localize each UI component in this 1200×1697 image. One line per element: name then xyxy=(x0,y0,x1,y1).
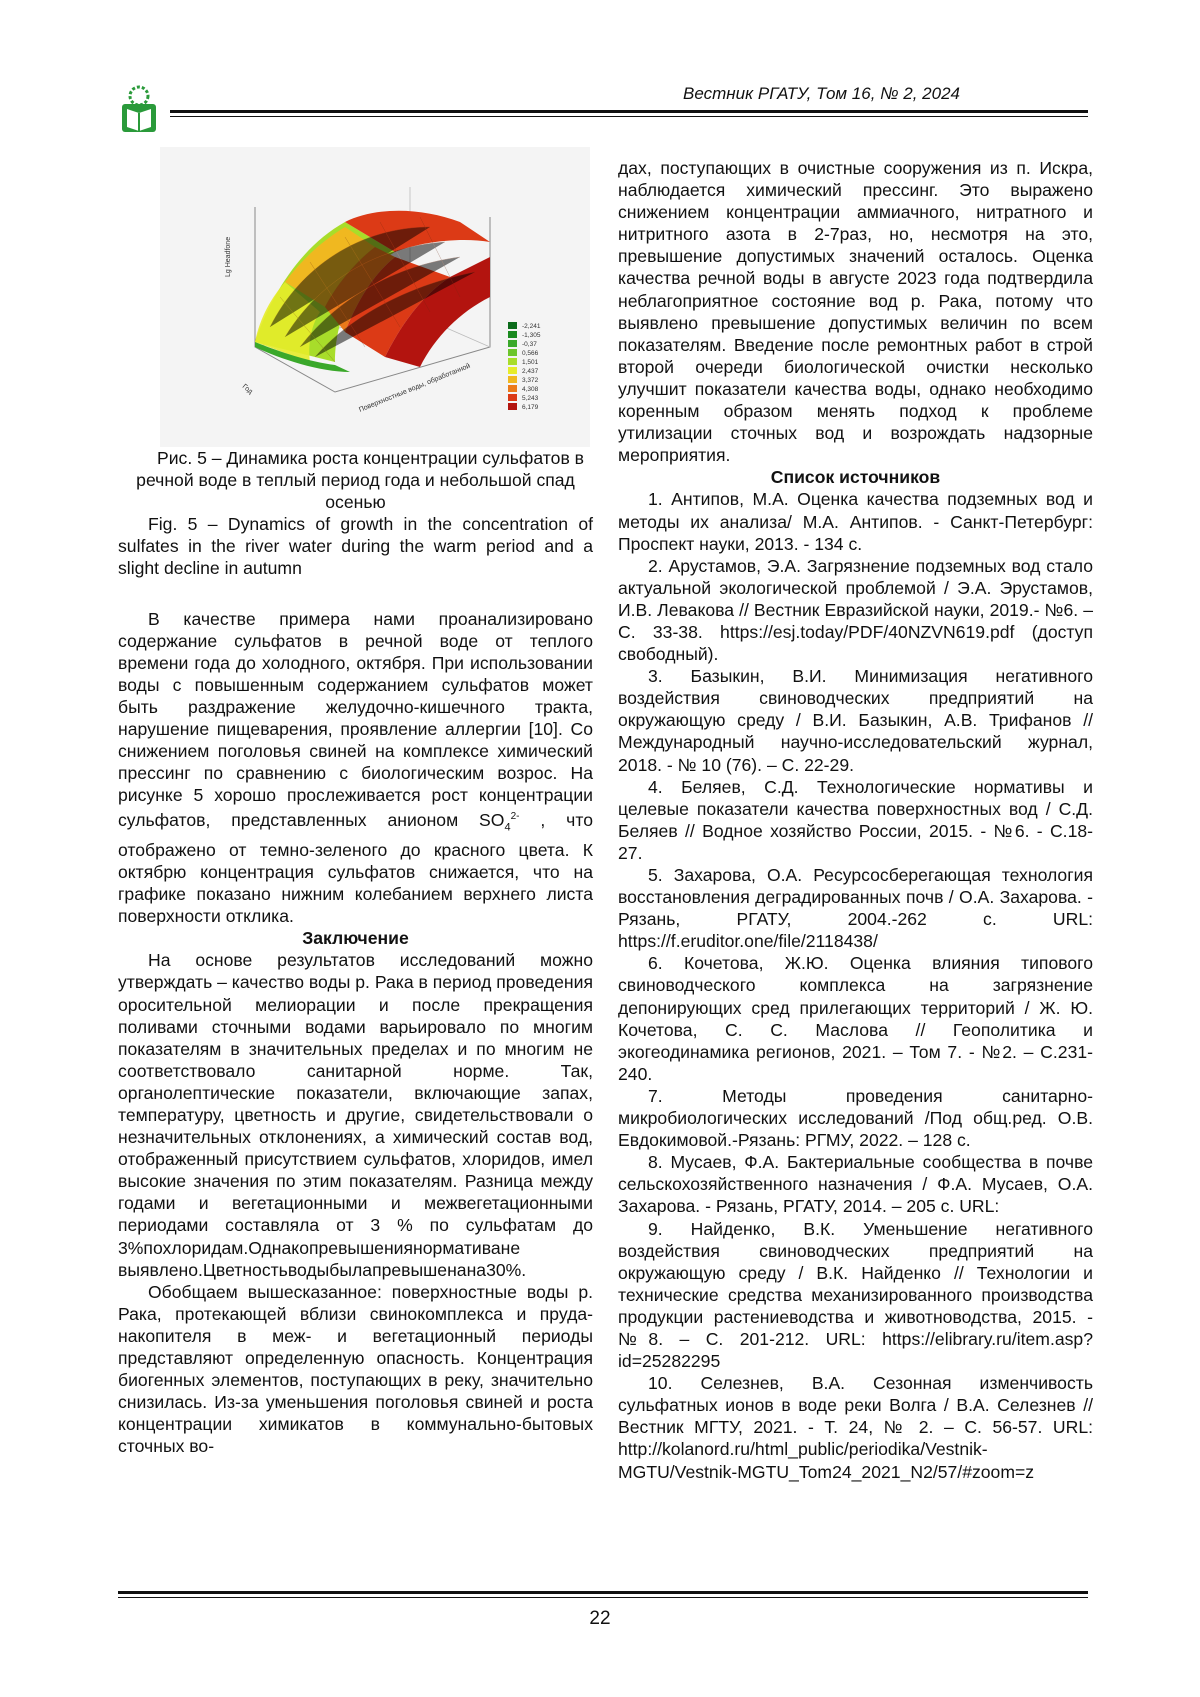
sulfate-subscript: 4 xyxy=(504,821,511,834)
sulfate-superscript: 2- xyxy=(510,811,520,823)
footer-rule-thin xyxy=(118,1597,1088,1598)
x-axis-label: Поверхностные воды, обработанной xyxy=(358,362,472,414)
references-list xyxy=(618,488,1093,1482)
page-number: 22 xyxy=(589,1608,611,1629)
surface-plot-figure xyxy=(160,147,590,447)
legend-swatch xyxy=(508,385,517,392)
surface-plot xyxy=(160,147,590,447)
legend-label: 0,566 xyxy=(522,350,539,357)
reference-item: 4. Беляев, С.Д. Технологические нормативы и целевые показатели качества поверхностных вод / С.Д. Беляев // Водное хозяйство России, 2015. - №6. - С.18-27. xyxy=(618,776,1093,863)
z-axis-label: Lg Headfone xyxy=(225,236,232,277)
journal-header: Вестник РГАТУ, Том 16, № 2, 2024 xyxy=(683,84,960,103)
legend-label: 3,372 xyxy=(522,377,539,384)
paragraph-summary: Обобщаем вышесказанное: поверхностные воды р. Рака, протекающей вблизи свинокомплекса и пруда-накопителя в меж- и вегетационный периоды представляют определенную опасность. Концентрация биогенных элементов, поступающих в реку, значительно снизилась. Из-за уменьшения поголовья свиней и роста концентрации химикатов в коммунально-бытовых сточных во- xyxy=(118,1281,593,1457)
legend-swatch xyxy=(508,340,517,347)
right-column xyxy=(618,157,1093,1483)
legend-label: 5,243 xyxy=(522,395,539,402)
legend-swatch xyxy=(508,349,517,356)
reference-item: 1. Антипов, М.А. Оценка качества подземных вод и методы их анализа/ М.А. Антипов. - Санкт-Петербург: Проспект науки, 2013. - 134 с. xyxy=(618,489,1093,554)
journal-logo xyxy=(118,82,160,134)
legend-label: 4,308 xyxy=(522,386,539,393)
legend-swatch xyxy=(508,403,517,410)
legend-swatch xyxy=(508,331,517,338)
reference-item: 10. Селезнев, В.А. Сезонная изменчивость сульфатных ионов в воде реки Волга / В.А. Селезнев // Вестник МГТУ, 2021. - Т. 24, № 2. – С. 56-57. URL: http://kolanord.ru/html_public/periodika/Vestnik-MGTU/Vestnik-MGTU_Tom24_2021_N2/57/#zoom=z xyxy=(618,1373,1093,1482)
header-rule-thin xyxy=(170,116,1088,117)
header-rule xyxy=(170,110,1088,113)
reference-item: 9. Найденко, В.К. Уменьшение негативного воздействия свиноводческих предприятий на окружающую среду / В.К. Найденко // Технологии и технические средства механизированного производства продукции растениеводства и животноводства, 2015. - №8. – С. 201-212. URL: https://elibrary.ru/item.asp?id=25282295 xyxy=(618,1218,1093,1372)
legend-label: -0,37 xyxy=(522,341,537,348)
reference-item: 2. Арустамов, Э.А. Загрязнение подземных вод стало актуальной экологической проблемой / Э.А. Эрустамов, И.В. Левакова // Вестник Евразийской науки, 2019.- №6. – С. 33-38. https://esj.today/PDF/40NZVN619.pdf (доступ свободный). xyxy=(618,555,1093,665)
left-column xyxy=(118,157,593,1458)
legend-label: -2,241 xyxy=(522,323,541,330)
paragraph-sulfates-text: В качестве примера нами проанализировано содержание сульфатов в речной воде от теплого времени года до холодного, октября. При использовании воды с повышенным содержанием сульфатов может быть раздражение желудочно-кишечного тракта, нарушение пищеварения, проявление аллергии [10]. Со снижением поголовья свиней на комплексе химический прессинг по сравнению с биологическим возрос. На рисунке 5 хорошо прослеживается рост концентрации сульфатов, представленных анионом SO xyxy=(118,608,593,831)
legend-label: 2,437 xyxy=(522,368,539,375)
legend-swatch xyxy=(508,376,517,383)
reference-item: 7. Методы проведения санитарно-микробиологических исследований /Под общ.ред. О.В. Евдокимовой.-Рязань: РГМУ, 2022. – 128 с. xyxy=(618,1085,1093,1151)
references-heading: Список источников xyxy=(770,467,941,488)
paragraph-sulfates-text-end: , что отображено от темно-зеленого до красного цвета. К октябрю концентрация сульфатов снижается, что на графике показано нижним колебанием верхнего листа поверхности отклика. xyxy=(118,810,593,927)
conclusion-heading: Заключение xyxy=(302,928,409,949)
legend-swatch xyxy=(508,322,517,329)
reference-item: 3. Базыкин, В.И. Минимизация негативного воздействия свиноводческих предприятий на окружающую среду / В.И. Базыкин, А.В. Трифанов // Международный научно-исследовательский журнал, 2018. - № 10 (76). – С. 22-29. xyxy=(618,666,1093,775)
paragraph-conclusion: На основе результатов исследований можно утверждать – качество воды р. Рака в период проведения оросительной мелиорации и после прекращения поливами сточными водами варьировало по многим показателям в значительных пределах и по многим не соответствовало санитарной норме. Так, органолептические показатели, включающие запах, температуру, цветность и другие, свидетельствовали о незначительных отклонениях, а химический состав вод, отображенный присутствием сульфатов, хлоридов, имел высокие значения по этим показателям. Разница между годами и вегетационными и межвегетационными периодами составляла от 3 % по сульфатам до 3%похлоридам.Однакопревышениянормативане выявлено.Цветностьводыбылапревышенана30%. xyxy=(118,950,593,1280)
legend-swatch xyxy=(508,394,517,401)
paragraph-sulfates xyxy=(118,608,593,928)
legend-label: -1,305 xyxy=(522,332,541,339)
legend-swatch xyxy=(508,367,517,374)
footer-rule xyxy=(118,1591,1088,1594)
y-axis-label: Год xyxy=(240,383,254,396)
color-legend xyxy=(508,322,541,411)
legend-swatch xyxy=(508,358,517,365)
figure-caption-en: Fig. 5 – Dynamics of growth in the concentration of sulfates in the river water during the warm period and a slight decline in autumn xyxy=(118,514,593,579)
legend-label: 6,179 xyxy=(522,404,539,411)
paragraph-continuation: дах, поступающих в очистные сооружения из п. Искра, наблюдается химический прессинг. Это выражено снижением концентрации аммиачного, нитратного и нитритного азота в 2-7раз, но, несмотря на это, превышение допустимых значений осталось. Оценка качества речной воды в августе 2023 года подтвердила неблагоприятное состояние вод р. Рака, потому что выявлено превышение допустимых величин по всем показателям. Введение после ремонтных работ в строй второй очереди биологической очистки несколько улучшит показатели качества воды, однако необходимо коренным образом менять подход к проблеме утилизации сточных вод и возрождать надзорные мероприятия. xyxy=(618,158,1093,466)
reference-item: 8. Мусаев, Ф.А. Бактериальные сообщества в почве сельскохозяйственного назначения / Ф.А. Мусаев, О.А. Захарова. - Рязань, РГАТУ, 2014. – 205 с. URL: xyxy=(618,1152,1093,1217)
reference-item: 5. Захарова, О.А. Ресурсосберегающая технология восстановления деградированных почв / О.А. Захарова. - Рязань, РГАТУ, 2004.-262 с. URL: https://f.eruditor.one/file/2118438/ xyxy=(618,865,1093,952)
reference-item: 6. Кочетова, Ж.Ю. Оценка влияния типового свиноводческого комплекса на загрязнение депонирующих сред прилегающих территорий / Ж. Ю. Кочетова, С. С. Маслова // Геополитика и экогеодинамика регионов, 2021. – Том 7. - №2. – С.231-240. xyxy=(618,953,1093,1084)
legend-label: 1,501 xyxy=(522,359,539,366)
figure-caption-ru: Рис. 5 – Динамика роста концентрации сульфатов в речной воде в теплый период года и небольшой спад осенью xyxy=(136,448,585,513)
